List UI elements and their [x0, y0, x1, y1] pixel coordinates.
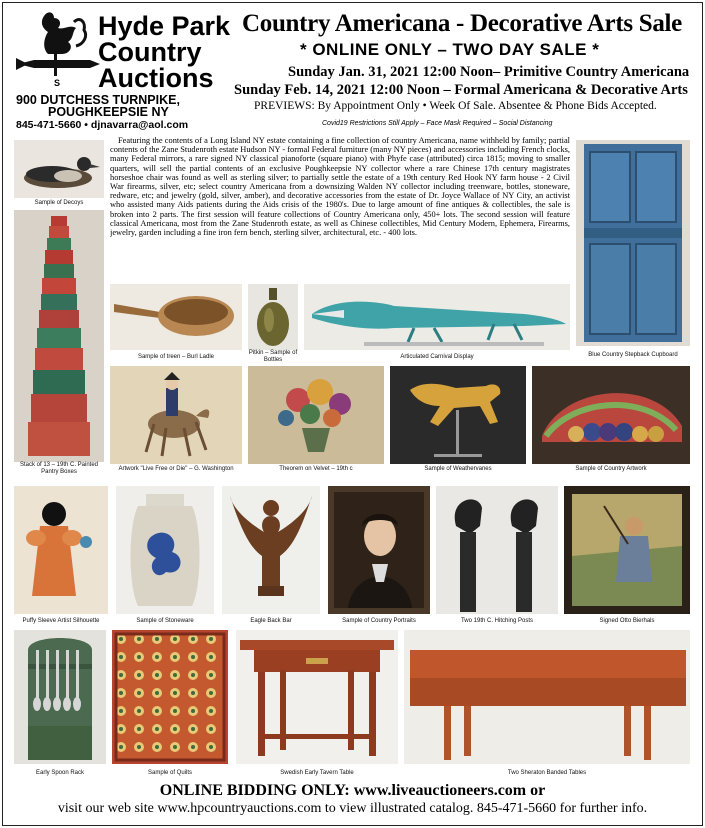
theorem-caption: Theorem on Velvet – 19th c [279, 466, 353, 472]
website-info[interactable]: visit our web site www.hpcountryauctions.com to view illustrated catalog. 845-471-5660 for further info. [57, 801, 648, 816]
address-line-2: POUGHKEEPSIE NY [48, 105, 169, 119]
logo-line-2: Country [98, 37, 202, 67]
cupboard-caption: Blue Country Stepback Cupboard [588, 352, 678, 358]
silhouette-photo [14, 486, 108, 614]
online-bidding-link[interactable]: ONLINE BIDDING ONLY: www.liveauctioneers.com or [159, 782, 546, 799]
bottles-photo [248, 284, 298, 350]
silhouette-caption: Puffy Sleeve Artist Silhouette [22, 618, 100, 624]
ladle-photo [110, 284, 242, 350]
decoys-caption: Sample of Decoys [34, 200, 84, 206]
hitching-posts-caption: Two 19th C. Hitching Posts [460, 618, 534, 624]
online-only-banner: * ONLINE ONLY – TWO DAY SALE * [300, 40, 600, 59]
weathervane-photo [390, 366, 526, 464]
theorem-photo [248, 366, 384, 464]
session-date-2: Sunday Feb. 14, 2021 12:00 Noon – Formal Americana & Decorative Arts [234, 82, 688, 98]
bottles-caption: Pitkin – Sample of Bottles [248, 350, 298, 363]
sheraton-tables-caption: Two Sheraton Banded Tables [507, 770, 587, 776]
washington-caption: Artwork "Live Free or Die" – G. Washington [118, 466, 234, 472]
stoneware-photo [116, 486, 214, 614]
svg-text:S: S [53, 78, 61, 88]
bierhals-painting-caption: Signed Otto Bierhals [599, 618, 655, 624]
hitching-posts-photo [436, 486, 558, 614]
sheraton-tables-photo [404, 630, 690, 764]
session-date-1: Sunday Jan. 31, 2021 12:00 Noon– Primitive Country Americana [288, 64, 690, 80]
carnival-photo [304, 284, 570, 350]
ladle-caption: Sample of treen – Burl Ladle [137, 354, 215, 360]
decoys-photo [14, 140, 104, 198]
cupboard-photo [576, 140, 690, 346]
sale-description: Featuring the contents of a Long Island NY estate containing a fine collection of country Americana, name withheld by family; partial contents of the Zane Studenroth estate Hudson NY - formal Federal furniture (many NY pieces) and accessories including French clocks, many Federal mirrors, a rare signed NY classical pianoforte (square piano) with Phyfe case (attributed) circa 1815; moving to smaller quarters, will sell the partial contents of an exclusive Poughkeepsie NY collector where a rare Chinese 17th century magistrates horseshoe chair was found as well as sterling silver; to partially settle the estate of a 19th century Red Hook NY farm house - 2 Civil War firearms, silver, etc; select country Americana from a downsizing Walden NY collector including treenware, bottles, stoneware, redware, etc; and jewelry (gold, silver, amber), and decorative accessories from the estate of Dr. Joyce Wallace of NY City, an activist who assisted many Aids patients during the Aids crisis of the 1980's. Due to large amount of fine antiques & collectibles, the sale is broken into 2 parts. The first session will feature collections of Country Americana only, 450+ lots. The second session will feature classical Americana, most from the Zane Studenroth estate, as well as Chinese collectibles, Mid Century Modern, Ephemera, Firearms, jewelry, garden including a fine iron fern bench, sterling silver, architectural, etc. - 400 lots. [110, 136, 570, 238]
eagle-photo [222, 486, 320, 614]
rooster-weathervane-logo [14, 8, 104, 88]
stoneware-caption: Sample of Stoneware [136, 618, 194, 624]
tavern-table-caption: Swedish Early Tavern Table [280, 770, 354, 776]
address-line-1: 900 DUTCHESS TURNPIKE, [16, 93, 180, 107]
contact-info: 845-471-5660 • djnavarra@aol.com [16, 119, 189, 131]
country-artwork-caption: Sample of Country Artwork [575, 466, 647, 472]
previews-info: PREVIEWS: By Appointment Only • Week Of Sale. Absentee & Phone Bids Accepted. [254, 100, 657, 112]
pantry-boxes-photo [14, 210, 104, 462]
country-artwork-photo [532, 366, 690, 464]
tavern-table-photo [236, 630, 398, 764]
carnival-caption: Articulated Carnival Display [400, 354, 474, 360]
quilts-caption: Sample of Quilts [147, 770, 193, 776]
covid-notice: Covid19 Restrictions Still Apply – Face Mask Required – Social Distancing [322, 120, 553, 127]
logo-line-1: Hyde Park [98, 11, 231, 41]
logo-line-3: Auctions [98, 63, 214, 93]
quilts-photo [112, 630, 228, 764]
eagle-caption: Eagle Back Bar [250, 618, 292, 624]
sale-title: Country Americana - Decorative Arts Sale [242, 10, 682, 37]
spoon-rack-caption: Early Spoon Rack [35, 770, 85, 776]
portrait-photo [328, 486, 430, 614]
portrait-caption: Sample of Country Portraits [342, 618, 416, 624]
spoon-rack-photo [14, 630, 106, 764]
bierhals-painting-photo [564, 486, 690, 614]
weathervane-caption: Sample of Weathervanes [424, 466, 492, 472]
pantry-boxes-caption: Stack of 13 – 19th C. Painted Pantry Boxes [19, 462, 99, 475]
washington-photo [110, 366, 242, 464]
